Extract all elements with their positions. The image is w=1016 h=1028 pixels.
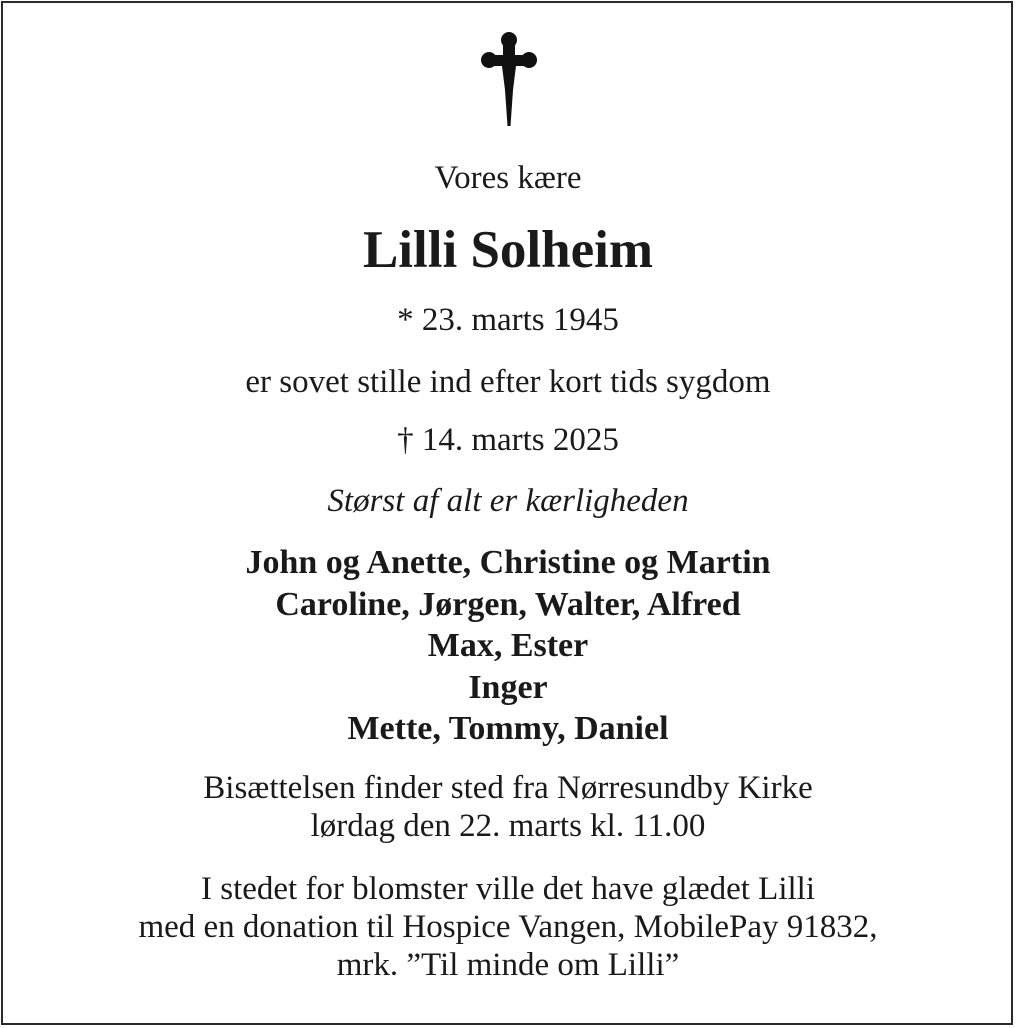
funeral-line: Bisættelsen finder sted fra Nørresundby Kirke	[203, 770, 813, 806]
donation-line: mrk. ”Til minde om Lilli”	[336, 947, 680, 983]
family-line: Inger	[468, 668, 548, 706]
cross-icon	[479, 30, 539, 130]
donation-info	[0, 870, 1016, 984]
family-line: Max, Ester	[427, 627, 589, 664]
family-line: Caroline, Jørgen, Walter, Alfred	[275, 585, 741, 623]
funeral-line: lørdag den 22. marts kl. 11.00	[310, 808, 706, 844]
death-date: † 14. marts 2025	[397, 422, 619, 458]
intro-text: Vores kære	[434, 160, 582, 196]
family-list	[0, 542, 1016, 750]
family-line: Mette, Tommy, Daniel	[347, 710, 669, 747]
funeral-info	[0, 769, 1016, 845]
donation-line: I stedet for blomster ville det have glædet Lilli	[200, 871, 815, 907]
motto: Størst af alt er kærligheden	[327, 483, 689, 519]
deceased-name: Lilli Solheim	[362, 221, 654, 279]
donation-line: med en donation til Hospice Vangen, MobilePay 91832,	[138, 909, 878, 945]
family-line: John og Anette, Christine og Martin	[245, 544, 771, 581]
passing-phrase: er sovet stille ind efter kort tids sygdom	[245, 364, 771, 400]
birth-date: * 23. marts 1945	[397, 302, 619, 338]
